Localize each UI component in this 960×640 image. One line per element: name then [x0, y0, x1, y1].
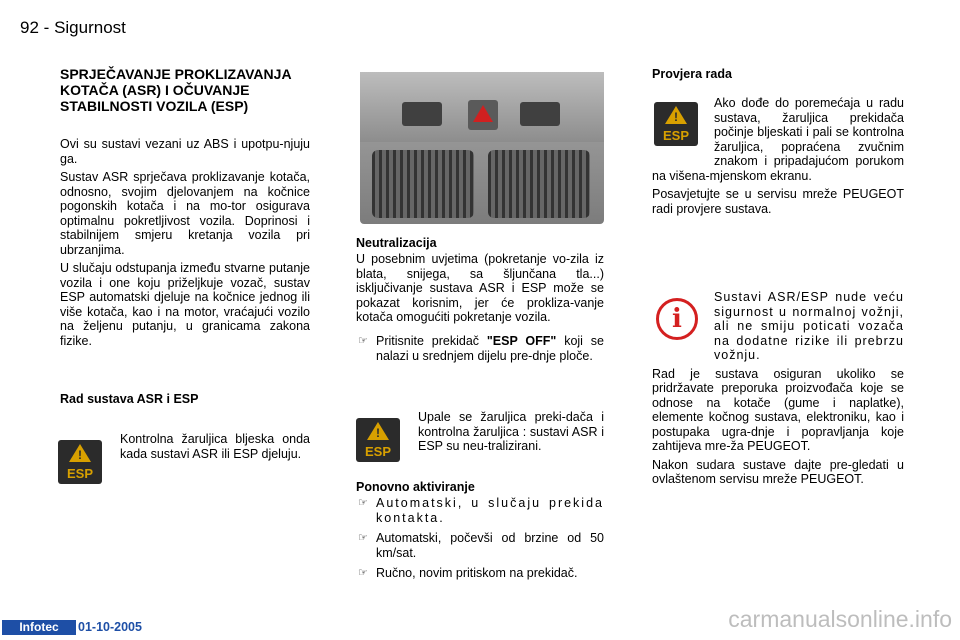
reactivation-heading: Ponovno aktiviranje: [356, 480, 475, 494]
esp-off-key: "ESP OFF": [486, 334, 557, 348]
info-text: Sustavi ASR/ESP nude veću sigurnost u normalnoj vožnji, ali ne smiju poticati vozača na dodatne rizike ili prebrzu vožnju.: [714, 290, 904, 362]
left-switch: [402, 102, 442, 126]
esp-label: ESP: [364, 444, 391, 459]
esp-paragraph: U slučaju odstupanja između stvarne putanje vozila i one koju priželjkuje vozač, sustav ESP automatski djeluje na kočnice jednog ili više kotača, kao i na motor, vraćajući vozilo na željenu putanju, u granicama zakona fizike.: [60, 261, 310, 348]
reactivation-list: [356, 496, 604, 581]
intro-paragraph: Ovi su sustavi vezani uz ABS i upotpu-njuju ga.: [60, 137, 310, 166]
esp-warning-icon: ! ESP: [654, 102, 698, 146]
esp-label: ESP: [662, 128, 689, 143]
infotec-logo: Infotec: [2, 620, 76, 635]
left-lamp-text: Kontrolna žaruljica bljeska onda kada sustavi ASR ili ESP djeluju.: [120, 432, 310, 461]
neutralization-text: U posebnim uvjetima (pokretanje vo-zila iz blata, snijega, sa šljunčana tla...) isključivanje sustava ASR i ESP može se pokazat korisnim, jer će prokliza-vanje kotača omogućiti pokretanje vozila.: [356, 252, 604, 324]
page-title: SPRJEČAVANJE PROKLIZAVANJA KOTAČA (ASR) I OČUVANJE STABILNOSTI VOZILA (ESP): [60, 66, 292, 114]
section-title: Sigurnost: [54, 18, 126, 37]
print-date: 01-10-2005: [78, 620, 142, 634]
asr-paragraph: Sustav ASR sprječava proklizavanje kotača, odnosno, svojim djelovanjem na kočnice pogonskih kotača i na mo-tor osigurava optimalnu pokretljivost vozila. Doprinosi i stabilnijem smjeru kretanja vozila pri ubrzanjima.: [60, 170, 310, 257]
list-item: ☞ Automatski, počevši od brzine od 50 km/sat.: [358, 531, 604, 560]
esp-label: ESP: [66, 466, 93, 481]
hazard-button: [468, 100, 498, 130]
after-crash-text: Nakon sudara sustave dajte pre-gledati u ovlaštenom servisu mreže PEUGEOT.: [652, 457, 904, 486]
fault-block: [652, 96, 904, 216]
operation-heading: Rad sustava ASR i ESP: [60, 392, 199, 406]
esp-off-switch: [520, 102, 560, 126]
dashboard-photo: [360, 72, 604, 224]
pointer-icon: ☞: [358, 532, 368, 544]
esp-warning-icon: ! ESP: [356, 418, 400, 462]
left-intro: [60, 137, 310, 348]
info-icon: i: [656, 298, 698, 340]
pointer-icon: ☞: [358, 567, 368, 579]
watermark: carmanualsonline.info: [728, 606, 952, 632]
check-heading: Provjera rada: [652, 67, 732, 81]
left-air-vent: [372, 150, 474, 218]
tyres-text: Rad je sustava osiguran ukoliko se pridržavate preporuka proizvođača koje se odnose na kotače (gume i naplatke), elemente kočnog sustava, elektroniku, kao i postupaka ugra-dnje i popravljanja koje zahtijeva mre-ža PEUGEOT.: [652, 366, 904, 453]
neutralization-heading: Neutralizacija: [356, 236, 437, 250]
press-switch-item: ☞ Pritisnite prekidač "ESP OFF" koji se nalazi u srednjem dijelu pre-dnje ploče.: [358, 334, 605, 363]
right-air-vent: [488, 150, 590, 218]
pointer-icon: ☞: [358, 335, 368, 347]
fault-text: Ako dođe do poremećaja u radu sustava, žaruljica prekidača počinje bljeskati i pali se kontrolna žaruljica, popraćena zvučnim znakom i pripadajućom porukom na višena-mjenskom ekranu.: [652, 96, 904, 183]
esp-warning-icon: ! ESP: [58, 440, 102, 484]
list-item: ☞ Automatski, u slučaju prekida kontakta.: [358, 496, 604, 525]
page-header: [20, 18, 126, 38]
pointer-icon: ☞: [358, 497, 370, 509]
list-item: ☞ Ručno, novim pritiskom na prekidač.: [358, 566, 578, 580]
header-separator: -: [43, 18, 50, 37]
service-text: Posavjetujte se u servisu mreže PEUGEOT radi provjere sustava.: [652, 187, 904, 216]
info-block: [652, 290, 904, 487]
page-number: 92: [20, 18, 39, 37]
middle-lamp-text: Upale se žaruljica preki-dača i kontrolna žaruljica : sustavi ASR i ESP su neu-tralizirani.: [418, 410, 604, 453]
